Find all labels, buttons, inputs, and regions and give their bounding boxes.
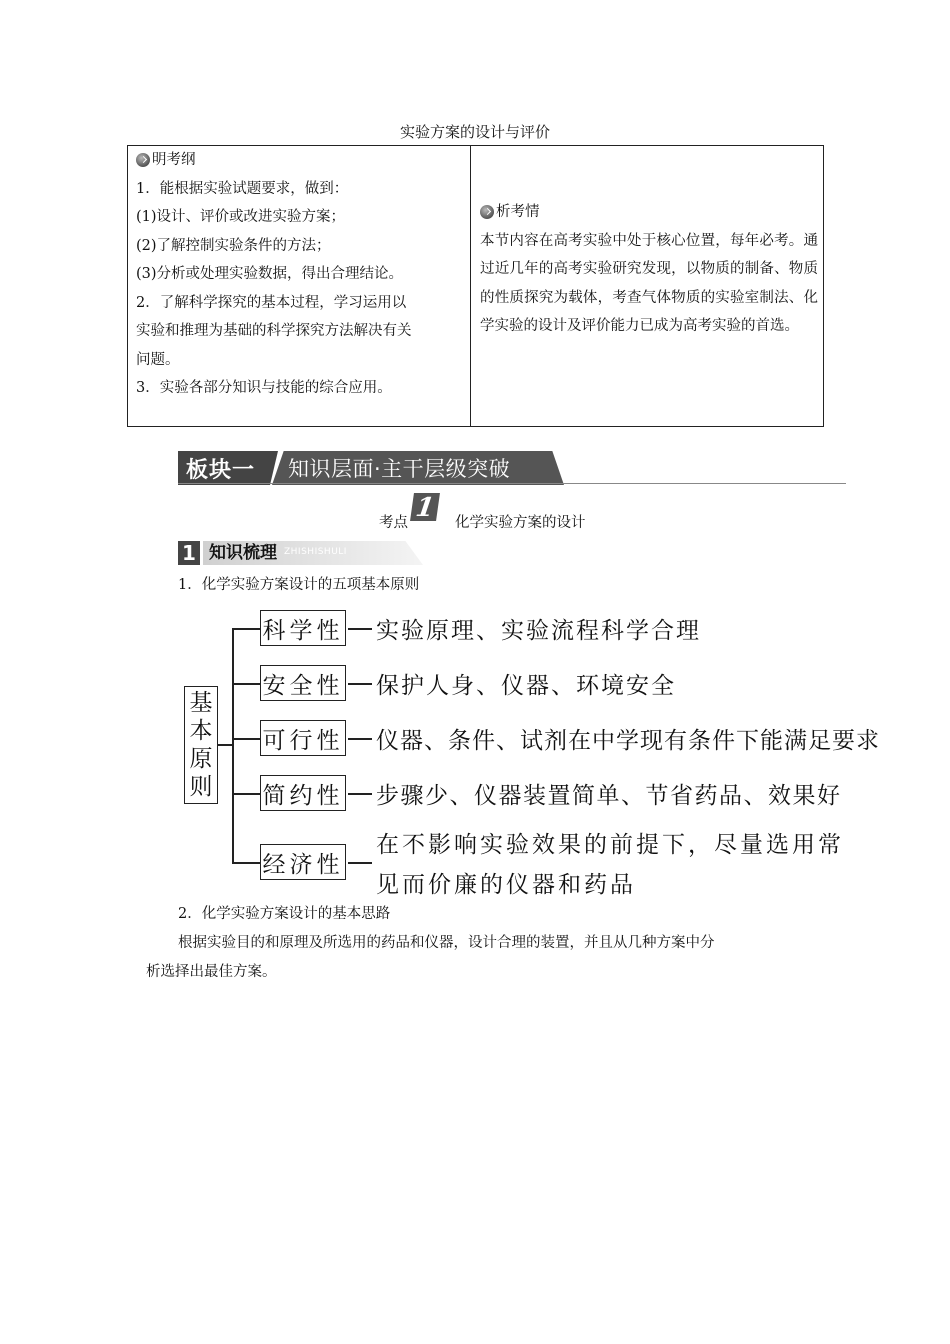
outline-line: (2)了解控制实验条件的方法； — [136, 237, 331, 254]
check-circle-icon — [480, 205, 494, 219]
section-title: 知识梳理 — [209, 543, 277, 563]
approach-paragraph-line1: 根据实验目的和原理及所选用的药品和仪器，设计合理的装置，并且从几种方案中分 — [178, 935, 715, 951]
kaodian-number: 1 — [410, 493, 440, 521]
exam-analysis-header: 析考情 — [496, 204, 540, 220]
branch-line — [232, 862, 260, 864]
principle-desc: 步骤少、仪器装置简单、节省药品、效果好 — [376, 783, 842, 809]
root-box — [184, 686, 218, 804]
root-char: 则 — [189, 774, 213, 800]
kaodian-title: 化学实验方案的设计 — [455, 515, 586, 531]
section-number: 1 — [178, 541, 200, 565]
branch-line — [232, 628, 260, 630]
principle-box-economy: 经济性 — [260, 844, 346, 880]
dash — [348, 683, 372, 685]
branch-line — [232, 738, 260, 740]
banner-part-label: 板块一 — [186, 458, 256, 483]
principle-box-safety: 安全性 — [260, 665, 346, 701]
approach-paragraph-line2: 析选择出最佳方案。 — [146, 964, 277, 980]
principle-desc: 实验原理、实验流程科学合理 — [376, 618, 701, 644]
vertical-bracket — [232, 628, 234, 862]
outline-line: 问题。 — [136, 351, 180, 368]
dash — [348, 793, 372, 795]
heading-approach: 2．化学实验方案设计的基本思路 — [178, 906, 391, 922]
principle-desc: 保护人身、仪器、环境安全 — [376, 673, 676, 699]
banner-underline — [178, 483, 846, 484]
document-title: 实验方案的设计与评价 — [399, 123, 550, 141]
dash — [348, 862, 372, 864]
root-char: 原 — [189, 746, 213, 772]
principle-desc: 见而价廉的仪器和药品 — [376, 872, 636, 898]
branch-line — [232, 683, 260, 685]
exam-analysis-text: 本节内容在高考实验中处于核心位置，每年必考。通过近几年的高考实验研究发现，以物质的制备、物质的性质探究为载体，考查气体物质的实验室制法、化学实验的设计及评价能力已成为高考实验的首选。 — [480, 232, 818, 334]
principle-box-feasibility: 可行性 — [260, 720, 346, 756]
principle-desc: 在不影响实验效果的前提下，尽量选用常 — [376, 832, 844, 858]
exam-outline-header: 明考纲 — [152, 152, 196, 168]
banner-title: 知识层面·主干层级突破 — [288, 457, 511, 481]
outline-line: (1)设计、评价或改进实验方案； — [136, 209, 346, 225]
check-circle-icon — [136, 153, 150, 167]
root-connector — [218, 744, 232, 746]
kaodian-label: 考点 — [379, 515, 408, 531]
heading-principles: 1．化学实验方案设计的五项基本原则 — [178, 577, 420, 593]
section-subtitle: ZHISHISHULI — [284, 547, 347, 557]
dash — [348, 738, 372, 740]
root-char: 本 — [189, 718, 213, 744]
outline-line: 2．了解科学探究的基本过程，学习运用以 — [136, 294, 407, 311]
exam-analysis-column — [480, 198, 818, 341]
root-char: 基 — [189, 690, 213, 716]
outline-line: 实验和推理为基础的科学探究方法解决有关 — [136, 323, 412, 339]
outline-line: 3．实验各部分知识与技能的综合应用。 — [136, 380, 392, 396]
outline-line: 1．能根据实验试题要求，做到： — [136, 180, 349, 197]
dash — [348, 628, 372, 630]
principle-box-science: 科学性 — [260, 610, 346, 646]
principles-diagram — [180, 604, 880, 904]
table-divider — [470, 145, 471, 427]
principle-box-simplicity: 简约性 — [260, 775, 346, 811]
branch-line — [232, 793, 260, 795]
outline-line: (3)分析或处理实验数据，得出合理结论。 — [136, 266, 404, 282]
principle-desc: 仪器、条件、试剂在中学现有条件下能满足要求 — [376, 728, 880, 754]
exam-outline-column — [136, 146, 466, 403]
